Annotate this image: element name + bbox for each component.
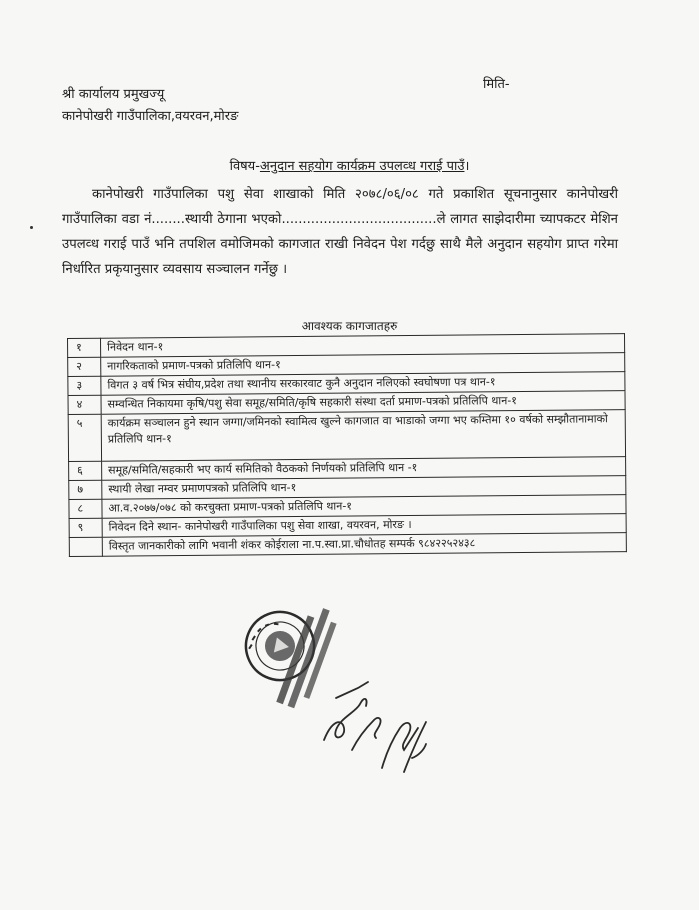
subject-end: । (464, 159, 470, 174)
row-text: नागरिकताको प्रमाण-पत्रको प्रतिलिपि थान-१ (101, 353, 625, 377)
row-number: ७ (69, 480, 102, 499)
subject-line (0, 158, 699, 176)
row-number: १ (68, 338, 101, 357)
recipient-line-2: कानेपोखरी गाउँपालिका,वयरवन,मोरङ (62, 109, 239, 124)
row-number: ३ (68, 376, 101, 395)
scan-speck (30, 226, 33, 229)
row-number: ५ (68, 414, 101, 461)
letter-body: कानेपोखरी गाउँपालिका पशु सेवा शाखाको मिति २०७८/०६/०८ गते प्रकाशित सूचनानुसार कानेपोखरी गाउँपालिका वडा नं........स्थायी ठेगाना भएको.....................................ले लागत साझेदारीमा च्यापकटर मेशिन उपलव्ध गराई पाउँ भनि तपशिल वमोजिमको कागजात राखी निवेदन पेश गर्दछु साथै मैले अनुदान सहयोग प्राप्त गरेमा निर्धारित प्रकृयानुसार व्यवसाय सञ्चालन गर्नेछु । (62, 187, 618, 277)
subject-prefix: विषय- (229, 159, 260, 174)
row-text: कार्यक्रम सञ्चालन हुने स्थान जग्गा/जमिनको स्वामित्व खुल्ने कागजात वा भाडाको जग्गा भए कम्तिमा १० वर्षको सम्झौतानामाको प्रतिलिपि थान-१ (101, 410, 625, 462)
recipient-line-1: श्री कार्यालय प्रमुखज्यू (62, 87, 165, 102)
row-number: ६ (69, 461, 102, 480)
row-text: निवेदन दिने स्थान- कानेपोखरी गाउँपालिका पशु सेवा शाखा, वयरवन, मोरङ । (102, 514, 626, 538)
table-row (69, 533, 626, 557)
row-number (69, 537, 102, 556)
row-text: समूह/समिति/सहकारी भए कार्य समितिको वैठकको निर्णयको प्रतिलिपि थान -१ (102, 457, 626, 481)
row-text: विस्तृत जानकारीको लागि भवानी शंकर कोईराला ना.प.स्वा.प्रा.चौधोतह सम्पर्क ९८४२२५२४३८ (102, 533, 626, 557)
row-number: ९ (69, 518, 102, 537)
row-number: ४ (68, 395, 101, 414)
row-text: स्थायी लेखा नम्वर प्रमाणपत्रको प्रतिलिपि थान-१ (102, 476, 626, 500)
date-label: मिति- (483, 77, 510, 92)
subject-text: अनुदान सहयोग कार्यक्रम उपलव्ध गराई पाउँ (259, 159, 465, 174)
row-number: २ (68, 357, 101, 376)
row-text: आ.व.२०७७/०७८ को करचुक्ता प्रमाण-पत्रको प्रतिलिपि थान-१ (102, 495, 626, 519)
row-number: ८ (69, 499, 102, 518)
row-text: निवेदन थान-१ (101, 334, 625, 358)
table-row (68, 410, 625, 462)
row-text: सम्वन्धित निकायमा कृषि/पशु सेवा समूह/समिति/कृषि सहकारी संस्था दर्ता प्रमाण-पत्रको प्रतिलिपि थान-१ (101, 391, 625, 415)
official-seal (232, 600, 472, 800)
requirements-table (67, 333, 627, 557)
row-text: विगत ३ वर्ष भित्र संघीय,प्रदेश तथा स्थानीय सरकारवाट कुनै अनुदान नलिएको स्वघोषणा पत्र थान-१ (101, 372, 625, 396)
signature-scribble-icon (324, 682, 426, 772)
requirements-title: आवश्यक कागजातहरु (301, 319, 398, 333)
